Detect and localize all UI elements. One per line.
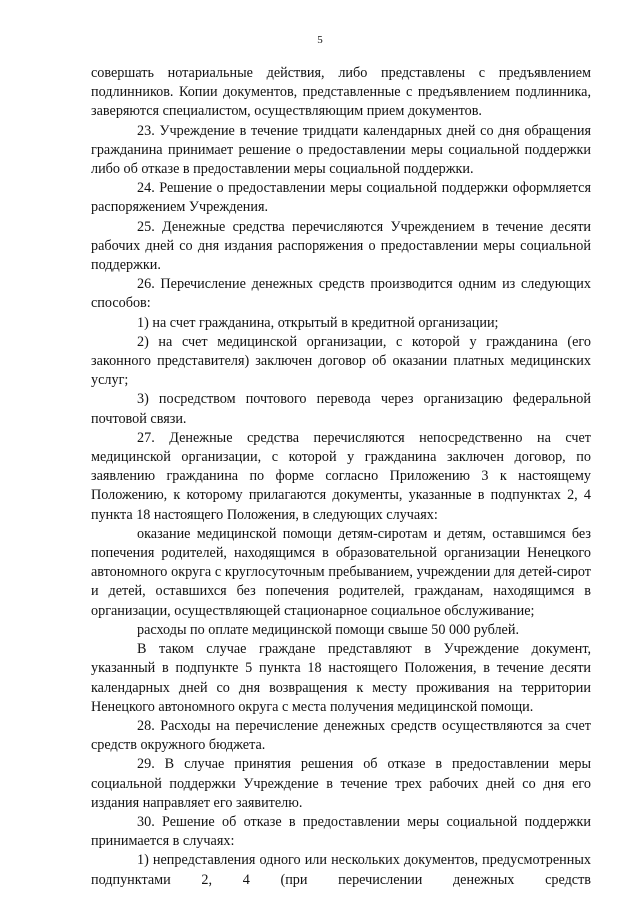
paragraph-26-item-3: 3) посредством почтового перевода через организацию федеральной почтовой связи. (91, 391, 591, 427)
page-number: 5 (317, 34, 323, 46)
paragraph-27-note: В таком случае граждане представляют в Учреждение документ, указанный в подпункте 5 пункта 18 настоящего Положения, в течение десяти календарных дней со дня возвращения к месту проживания на территории Ненецкого автономного округа с места получения медицинской помощи. (91, 641, 591, 715)
paragraph-30-item-1: 1) непредставления одного или нескольких документов, предусмотренных подпунктами 2, 4 (при перечислении денежных средств (91, 852, 591, 888)
paragraph-29: 29. В случае принятия решения об отказе в предоставлении меры социальной поддержки Учреждение в течение трех рабочих дней со дня его издания направляет его заявителю. (91, 756, 591, 811)
paragraph-28: 28. Расходы на перечисление денежных средств осуществляются за счет средств окружного бюджета. (91, 717, 591, 754)
paragraph-25: 25. Денежные средства перечисляются Учреждением в течение десяти рабочих дней со дня издания распоряжения о предоставлении меры социальной поддержки. (91, 218, 591, 274)
paragraph-24: 24. Решение о предоставлении меры социальной поддержки оформляется распоряжением Учреждения. (91, 180, 591, 216)
paragraph-26-item-1: 1) на счет гражданина, открытый в кредитной организации; (137, 314, 499, 331)
paragraph-27-case-1: оказание медицинской помощи детям-сиротам и детям, оставшимся без попечения родителей, находящимся в образовательной организации Ненецкого автономного округа с круглосуточным пребыванием, учреждении для детей-сирот и детей, оставшихся без попечения родителей, гражданам, находящимся в организации, осуществляющей стационарное социальное обслуживание; (91, 525, 591, 619)
paragraph-27-case-2: расходы по оплате медицинской помощи свыше 50 000 рублей. (137, 621, 519, 638)
paragraph-continuation: совершать нотариальные действия, либо представлены с предъявлением подлинников. Копии документов, представленные с предъявлением подлинника, заверяются специалистом, осуществляющим прием документов. (91, 65, 591, 120)
paragraph-27: 27. Денежные средства перечисляются непосредственно на счет медицинской организации, с которой у гражданина заключен договор, по заявлению гражданина по форме согласно Приложению 3 к настоящему Положению, к которому прилагаются документы, указанные в подпунктах 2, 4 пункта 18 настоящего Положения, в следующих случаях: (91, 429, 591, 523)
document-body (91, 64, 591, 890)
paragraph-30: 30. Решение об отказе в предоставлении меры социальной поддержки принимается в случаях: (91, 813, 591, 850)
paragraph-26: 26. Перечисление денежных средств производится одним из следующих способов: (91, 276, 591, 312)
paragraph-26-item-2: 2) на счет медицинской организации, с которой у гражданина (его законного представителя) заключен договор об оказании платных медицинских услуг; (91, 333, 591, 389)
paragraph-23: 23. Учреждение в течение тридцати календарных дней со дня обращения гражданина принимает решение о предоставлении меры социальной поддержки либо об отказе в предоставлении меры социальной поддержки. (91, 122, 591, 178)
